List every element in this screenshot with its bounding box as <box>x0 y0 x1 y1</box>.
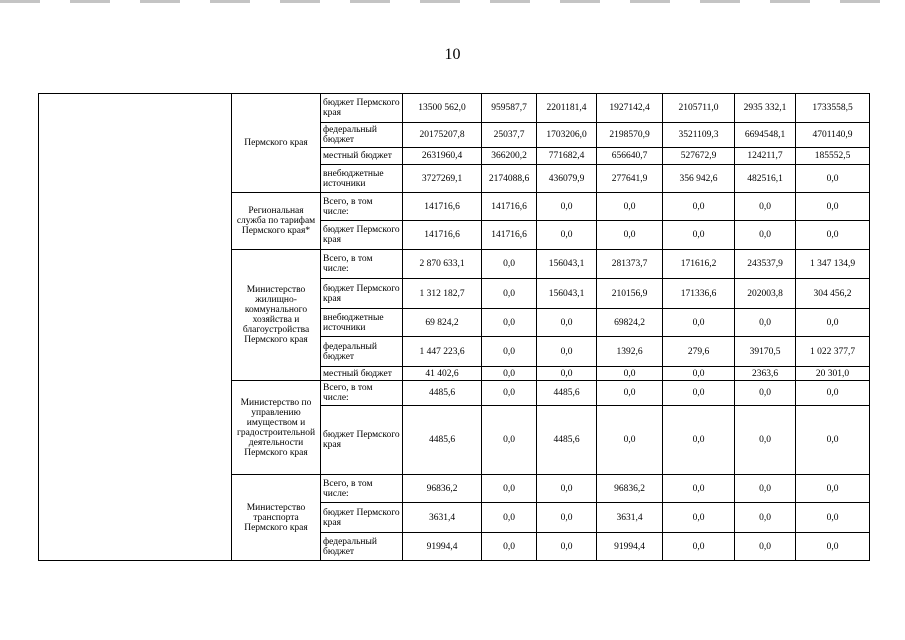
amount-cell: 141716,6 <box>403 221 482 250</box>
amount-cell: 1 447 223,6 <box>403 337 482 367</box>
funding-source: федеральный бюджет <box>321 123 403 148</box>
funding-source: бюджет Пермского края <box>321 94 403 123</box>
amount-cell: 124211,7 <box>735 148 796 165</box>
funding-source: Всего, в том числе: <box>321 193 403 221</box>
funding-source: бюджет Пермского края <box>321 279 403 309</box>
amount-cell: 0,0 <box>482 503 537 533</box>
amount-cell: 0,0 <box>735 193 796 221</box>
amount-cell: 69 824,2 <box>403 309 482 337</box>
amount-cell: 0,0 <box>482 381 537 406</box>
amount-cell: 3631,4 <box>597 503 663 533</box>
amount-cell: 0,0 <box>482 337 537 367</box>
amount-cell: 1927142,4 <box>597 94 663 123</box>
amount-cell: 13500 562,0 <box>403 94 482 123</box>
organization-name: Министерство транспорта Пермского края <box>232 475 321 561</box>
amount-cell: 25037,7 <box>482 123 537 148</box>
funding-source: внебюджетные источники <box>321 165 403 193</box>
amount-cell: 482516,1 <box>735 165 796 193</box>
amount-cell: 0,0 <box>663 381 735 406</box>
amount-cell: 0,0 <box>597 406 663 475</box>
amount-cell: 4701140,9 <box>796 123 870 148</box>
amount-cell: 39170,5 <box>735 337 796 367</box>
amount-cell: 4485,6 <box>537 406 597 475</box>
amount-cell: 4485,6 <box>537 381 597 406</box>
organization-name: Пермского края <box>232 94 321 193</box>
amount-cell: 771682,4 <box>537 148 597 165</box>
amount-cell: 0,0 <box>796 193 870 221</box>
amount-cell: 0,0 <box>663 221 735 250</box>
amount-cell: 0,0 <box>537 533 597 561</box>
amount-cell: 0,0 <box>597 367 663 381</box>
organization-name: Министерство по управлению имуществом и градостроительной деятельности Пермского края <box>232 381 321 475</box>
table-row <box>39 94 870 123</box>
amount-cell: 3521109,3 <box>663 123 735 148</box>
funding-source: Всего, в том числе: <box>321 250 403 279</box>
amount-cell: 0,0 <box>663 475 735 503</box>
funding-source: федеральный бюджет <box>321 337 403 367</box>
amount-cell: 0,0 <box>537 337 597 367</box>
funding-source: бюджет Пермского края <box>321 221 403 250</box>
amount-cell: 1 022 377,7 <box>796 337 870 367</box>
amount-cell: 0,0 <box>537 367 597 381</box>
amount-cell: 2201181,4 <box>537 94 597 123</box>
amount-cell: 1 347 134,9 <box>796 250 870 279</box>
amount-cell: 0,0 <box>735 533 796 561</box>
amount-cell: 0,0 <box>663 367 735 381</box>
amount-cell: 0,0 <box>735 406 796 475</box>
amount-cell: 1703206,0 <box>537 123 597 148</box>
amount-cell: 20 301,0 <box>796 367 870 381</box>
amount-cell: 0,0 <box>597 193 663 221</box>
amount-cell: 1733558,5 <box>796 94 870 123</box>
amount-cell: 96836,2 <box>597 475 663 503</box>
amount-cell: 0,0 <box>735 475 796 503</box>
amount-cell: 69824,2 <box>597 309 663 337</box>
funding-source: Всего, в том числе: <box>321 381 403 406</box>
amount-cell: 0,0 <box>796 221 870 250</box>
funding-source: бюджет Пермского края <box>321 406 403 475</box>
amount-cell: 0,0 <box>663 193 735 221</box>
funding-source: Всего, в том числе: <box>321 475 403 503</box>
amount-cell: 0,0 <box>796 475 870 503</box>
amount-cell: 2198570,9 <box>597 123 663 148</box>
amount-cell: 1 312 182,7 <box>403 279 482 309</box>
funding-source: бюджет Пермского края <box>321 503 403 533</box>
amount-cell: 2105711,0 <box>663 94 735 123</box>
amount-cell: 210156,9 <box>597 279 663 309</box>
amount-cell: 281373,7 <box>597 250 663 279</box>
amount-cell: 0,0 <box>796 406 870 475</box>
amount-cell: 2631960,4 <box>403 148 482 165</box>
amount-cell: 436079,9 <box>537 165 597 193</box>
amount-cell: 2 870 633,1 <box>403 250 482 279</box>
amount-cell: 20175207,8 <box>403 123 482 148</box>
amount-cell: 4485,6 <box>403 381 482 406</box>
amount-cell: 2935 332,1 <box>735 94 796 123</box>
amount-cell: 6694548,1 <box>735 123 796 148</box>
amount-cell: 304 456,2 <box>796 279 870 309</box>
amount-cell: 356 942,6 <box>663 165 735 193</box>
amount-cell: 0,0 <box>735 221 796 250</box>
amount-cell: 171616,2 <box>663 250 735 279</box>
organization-name: Региональная служба по тарифам Пермского края* <box>232 193 321 250</box>
amount-cell: 0,0 <box>663 406 735 475</box>
amount-cell: 959587,7 <box>482 94 537 123</box>
amount-cell: 141716,6 <box>482 221 537 250</box>
amount-cell: 279,6 <box>663 337 735 367</box>
amount-cell: 0,0 <box>597 381 663 406</box>
amount-cell: 0,0 <box>537 475 597 503</box>
budget-table <box>38 93 870 561</box>
amount-cell: 91994,4 <box>403 533 482 561</box>
amount-cell: 0,0 <box>482 309 537 337</box>
amount-cell: 0,0 <box>735 309 796 337</box>
amount-cell: 0,0 <box>482 406 537 475</box>
amount-cell: 0,0 <box>796 533 870 561</box>
amount-cell: 0,0 <box>482 279 537 309</box>
amount-cell: 0,0 <box>597 221 663 250</box>
amount-cell: 0,0 <box>482 475 537 503</box>
funding-source: федеральный бюджет <box>321 533 403 561</box>
amount-cell: 243537,9 <box>735 250 796 279</box>
organization-name: Министерство жилищно-коммунального хозяйства и благоустройства Пермского края <box>232 250 321 381</box>
amount-cell: 3727269,1 <box>403 165 482 193</box>
amount-cell: 96836,2 <box>403 475 482 503</box>
amount-cell: 366200,2 <box>482 148 537 165</box>
amount-cell: 0,0 <box>537 193 597 221</box>
amount-cell: 41 402,6 <box>403 367 482 381</box>
amount-cell: 202003,8 <box>735 279 796 309</box>
amount-cell: 0,0 <box>482 367 537 381</box>
amount-cell: 3631,4 <box>403 503 482 533</box>
page-number: 10 <box>444 46 461 63</box>
amount-cell: 0,0 <box>796 381 870 406</box>
amount-cell: 0,0 <box>796 309 870 337</box>
amount-cell: 4485,6 <box>403 406 482 475</box>
amount-cell: 527672,9 <box>663 148 735 165</box>
amount-cell: 185552,5 <box>796 148 870 165</box>
amount-cell: 0,0 <box>796 165 870 193</box>
amount-cell: 0,0 <box>537 221 597 250</box>
amount-cell: 2174088,6 <box>482 165 537 193</box>
scan-edge-artifact <box>0 0 905 3</box>
funding-source: внебюджетные источники <box>321 309 403 337</box>
amount-cell: 156043,1 <box>537 279 597 309</box>
amount-cell: 171336,6 <box>663 279 735 309</box>
funding-source: местный бюджет <box>321 148 403 165</box>
amount-cell: 2363,6 <box>735 367 796 381</box>
amount-cell: 0,0 <box>482 533 537 561</box>
amount-cell: 0,0 <box>796 503 870 533</box>
amount-cell: 156043,1 <box>537 250 597 279</box>
amount-cell: 91994,4 <box>597 533 663 561</box>
amount-cell: 0,0 <box>663 309 735 337</box>
amount-cell: 0,0 <box>482 250 537 279</box>
amount-cell: 656640,7 <box>597 148 663 165</box>
amount-cell: 0,0 <box>537 309 597 337</box>
amount-cell: 141716,6 <box>482 193 537 221</box>
amount-cell: 141716,6 <box>403 193 482 221</box>
amount-cell: 277641,9 <box>597 165 663 193</box>
amount-cell: 1392,6 <box>597 337 663 367</box>
blank-column-cell <box>39 94 232 561</box>
amount-cell: 0,0 <box>735 381 796 406</box>
table-body <box>39 94 870 561</box>
funding-source: местный бюджет <box>321 367 403 381</box>
amount-cell: 0,0 <box>663 533 735 561</box>
amount-cell: 0,0 <box>735 503 796 533</box>
amount-cell: 0,0 <box>663 503 735 533</box>
amount-cell: 0,0 <box>537 503 597 533</box>
